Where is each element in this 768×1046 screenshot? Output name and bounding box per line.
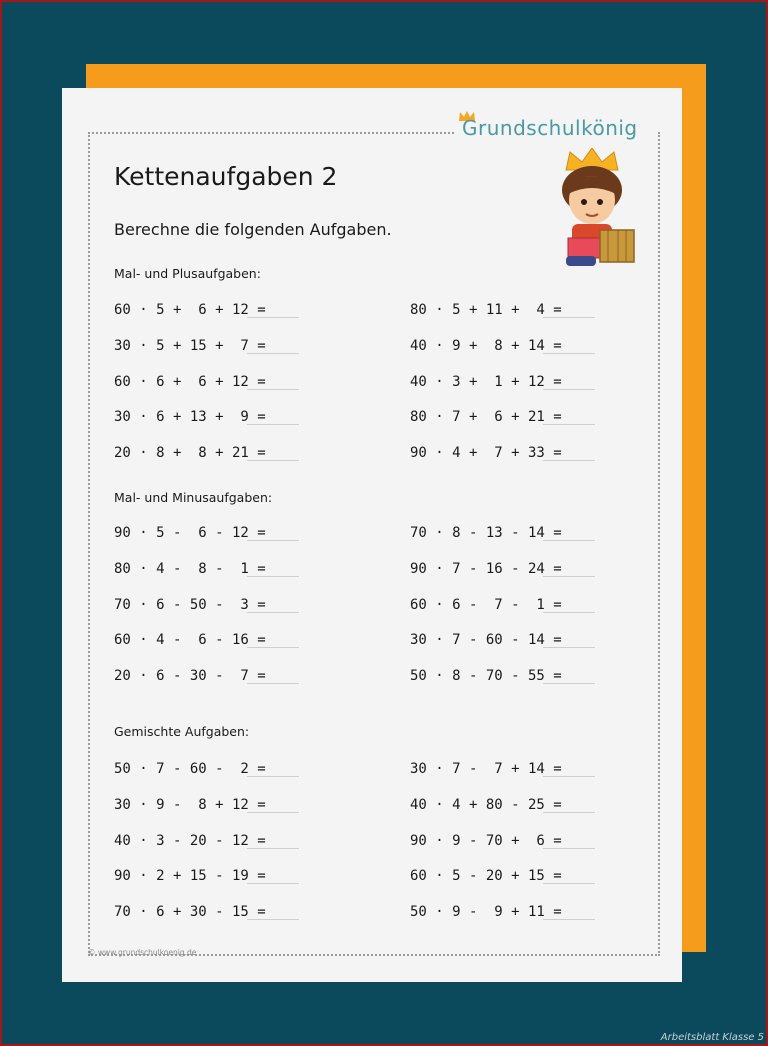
math-task: 90 · 2 + 15 - 19 = bbox=[114, 868, 266, 885]
math-task: 50 · 8 - 70 - 55 = bbox=[410, 668, 562, 685]
math-task: 70 · 6 + 30 - 15 = bbox=[114, 904, 266, 921]
math-task: 20 · 6 - 30 - 7 = bbox=[114, 668, 266, 685]
answer-blank[interactable] bbox=[543, 848, 595, 849]
math-task: 60 · 6 - 7 - 1 = bbox=[410, 596, 562, 613]
answer-blank[interactable] bbox=[247, 883, 299, 884]
math-task: 40 · 4 + 80 - 25 = bbox=[410, 796, 562, 813]
boy-with-crown-illustration bbox=[546, 148, 638, 270]
answer-blank[interactable] bbox=[247, 612, 299, 613]
answer-blank[interactable] bbox=[543, 576, 595, 577]
answer-blank[interactable] bbox=[247, 317, 299, 318]
answer-blank[interactable] bbox=[247, 353, 299, 354]
answer-blank[interactable] bbox=[247, 576, 299, 577]
math-task: 80 · 4 - 8 - 1 = bbox=[114, 560, 266, 577]
math-task: 30 · 5 + 15 + 7 = bbox=[114, 337, 266, 354]
answer-blank[interactable] bbox=[247, 389, 299, 390]
math-task: 20 · 8 + 8 + 21 = bbox=[114, 445, 266, 462]
math-task: 80 · 7 + 6 + 21 = bbox=[410, 409, 562, 426]
math-task: 60 · 6 + 6 + 12 = bbox=[114, 373, 266, 390]
answer-blank[interactable] bbox=[247, 647, 299, 648]
page-title: Kettenaufgaben 2 bbox=[114, 162, 338, 191]
math-task: 30 · 7 - 60 - 14 = bbox=[410, 632, 562, 649]
math-task: 90 · 7 - 16 - 24 = bbox=[410, 560, 562, 577]
corner-caption: Arbeitsblatt Klasse 5 bbox=[660, 1032, 764, 1043]
answer-blank[interactable] bbox=[543, 424, 595, 425]
math-task: 90 · 5 - 6 - 12 = bbox=[114, 525, 266, 541]
footer-copyright: © www.grundschulkoenig.de bbox=[88, 948, 197, 957]
math-task: 40 · 3 + 1 + 12 = bbox=[410, 373, 562, 390]
math-task: 90 · 4 + 7 + 33 = bbox=[410, 445, 562, 462]
math-task: 90 · 9 - 70 + 6 = bbox=[410, 832, 562, 849]
answer-blank[interactable] bbox=[247, 848, 299, 849]
answer-blank[interactable] bbox=[247, 919, 299, 920]
instruction-text: Berechne die folgenden Aufgaben. bbox=[114, 220, 392, 239]
answer-blank[interactable] bbox=[543, 460, 595, 461]
dotted-border-top bbox=[88, 132, 454, 134]
math-task: 60 · 5 + 6 + 12 = bbox=[114, 302, 266, 318]
section-heading: Gemischte Aufgaben: bbox=[114, 724, 250, 739]
answer-blank[interactable] bbox=[543, 883, 595, 884]
answer-blank[interactable] bbox=[247, 460, 299, 461]
math-task: 70 · 6 - 50 - 3 = bbox=[114, 596, 266, 613]
section-heading: Mal- und Plusaufgaben: bbox=[114, 266, 261, 281]
answer-blank[interactable] bbox=[247, 776, 299, 777]
answer-blank[interactable] bbox=[247, 812, 299, 813]
section-heading: Mal- und Minusaufgaben: bbox=[114, 490, 273, 505]
math-task: 50 · 7 - 60 - 2 = bbox=[114, 761, 266, 777]
answer-blank[interactable] bbox=[247, 683, 299, 684]
answer-blank[interactable] bbox=[543, 612, 595, 613]
answer-blank[interactable] bbox=[247, 424, 299, 425]
brand-logo: Grundschulkönig bbox=[462, 116, 638, 140]
math-task: 60 · 5 - 20 + 15 = bbox=[410, 868, 562, 885]
math-task: 40 · 9 + 8 + 14 = bbox=[410, 337, 562, 354]
math-task: 80 · 5 + 11 + 4 = bbox=[410, 302, 562, 318]
answer-blank[interactable] bbox=[543, 919, 595, 920]
math-task: 60 · 4 - 6 - 16 = bbox=[114, 632, 266, 649]
answer-blank[interactable] bbox=[543, 389, 595, 390]
answer-blank[interactable] bbox=[543, 317, 595, 318]
answer-blank[interactable] bbox=[543, 776, 595, 777]
math-task: 30 · 6 + 13 + 9 = bbox=[114, 409, 266, 426]
math-task: 50 · 9 - 9 + 11 = bbox=[410, 904, 562, 921]
answer-blank[interactable] bbox=[543, 353, 595, 354]
math-task: 30 · 9 - 8 + 12 = bbox=[114, 796, 266, 813]
math-task: 70 · 8 - 13 - 14 = bbox=[410, 525, 562, 541]
answer-blank[interactable] bbox=[247, 540, 299, 541]
math-task: 30 · 7 - 7 + 14 = bbox=[410, 761, 562, 777]
math-task: 40 · 3 - 20 - 12 = bbox=[114, 832, 266, 849]
answer-blank[interactable] bbox=[543, 812, 595, 813]
answer-blank[interactable] bbox=[543, 683, 595, 684]
answer-blank[interactable] bbox=[543, 540, 595, 541]
answer-blank[interactable] bbox=[543, 647, 595, 648]
